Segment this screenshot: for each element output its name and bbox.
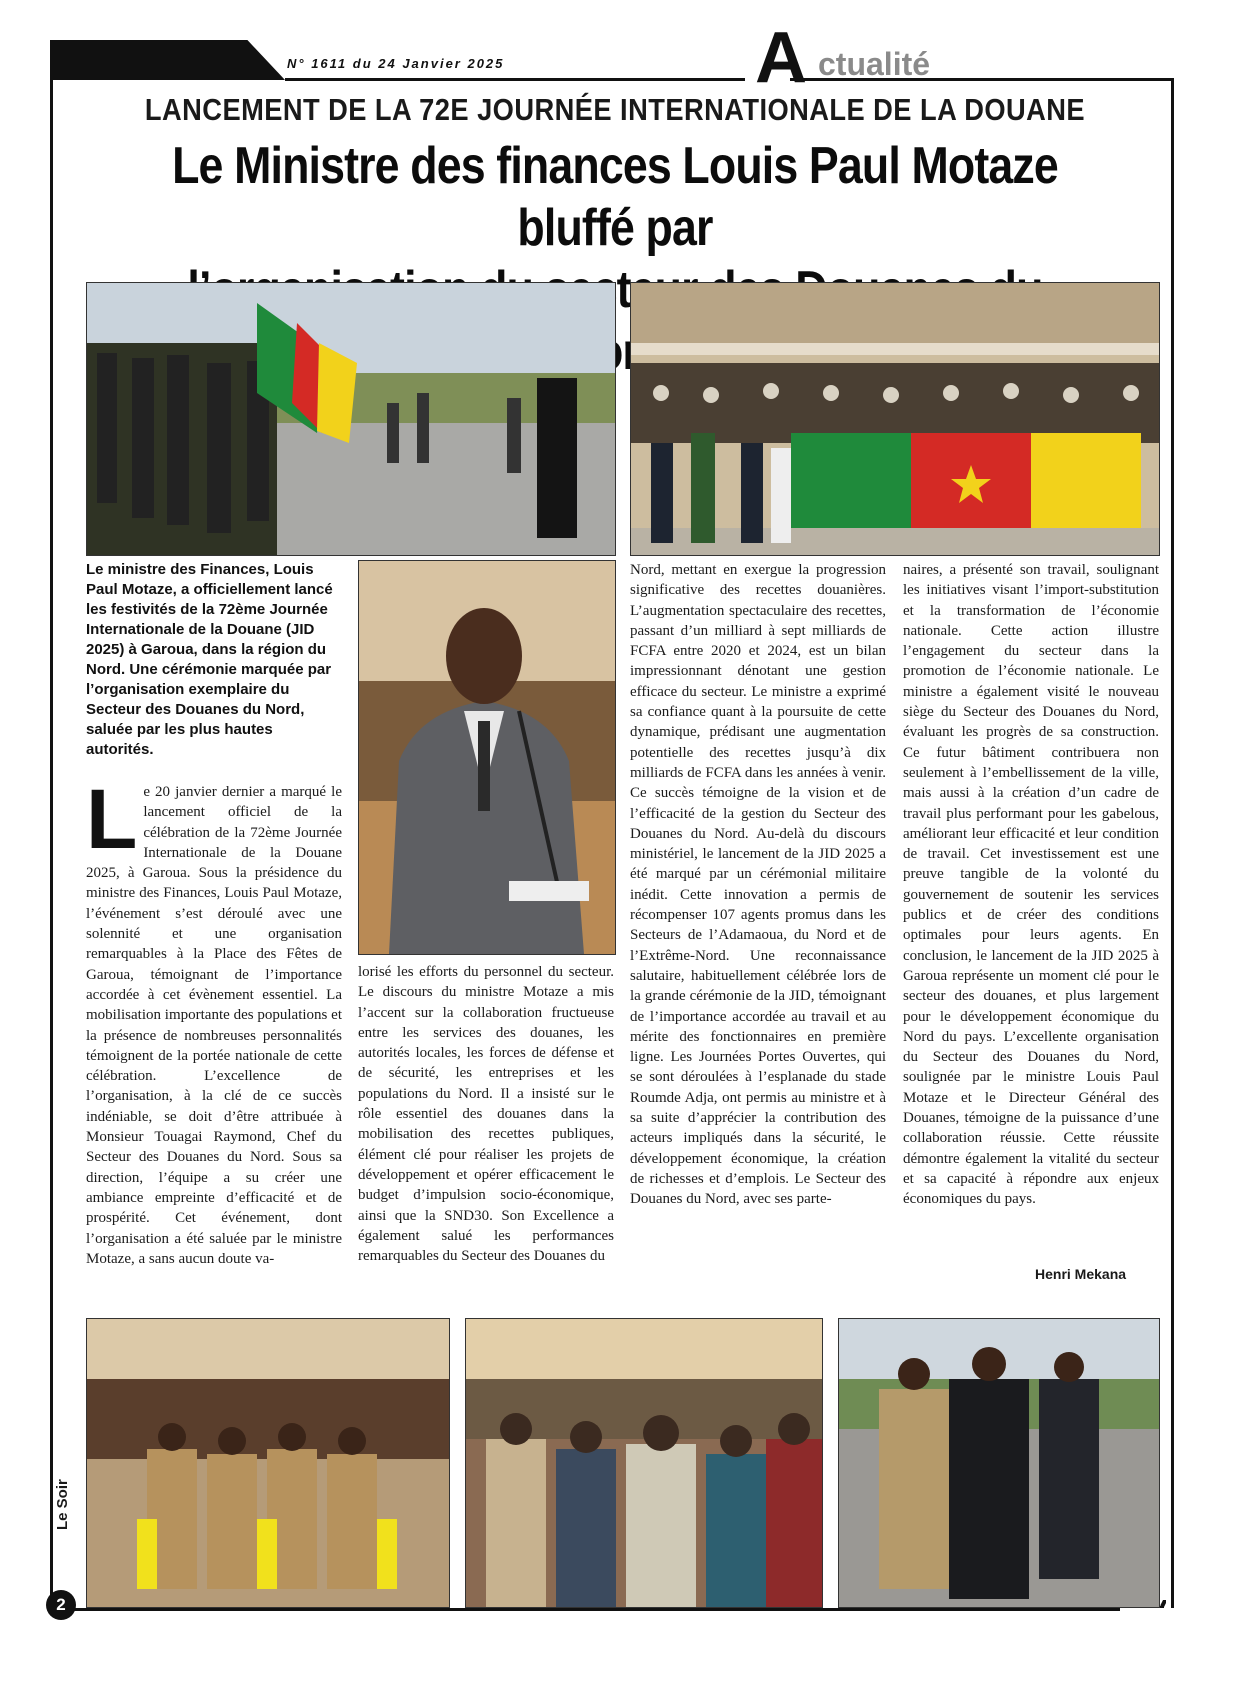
rubric-initial: A: [755, 18, 807, 98]
headline-line-1: Le Ministre des finances Louis Paul Motaze bluffé par: [172, 137, 1058, 257]
byline: Henri Mekana: [1035, 1266, 1127, 1282]
drop-cap: L: [86, 772, 138, 866]
header-corner-tab: [50, 40, 285, 80]
frame-right-rule: [1171, 78, 1174, 1608]
column-1-text: e 20 janvier dernier a marqué le lancement officiel de la célébration de la 72ème Journée Internationale de la Douane 2025, à Garoua. Sous la présidence du ministre des Finances, Louis Paul Motaze, l’événement s’est déroulé avec une solennité et une organisation remarquables à la Place des Fêtes de Garoua, témoignant de l’importance accordée à cet évènement essentiel. La mobilisation importante des populations et la présence de nombreuses personnalités témoignent de la portée nationale de cette célébration. L’excellence de l’organisation, à la clé de ce succès indéniable, se doit d’être attribuée à Monsieur Touagai Raymond, Chef du Secteur des Douanes du Nord. Sous sa direction, l’équipe a su créer une ambiance empreinte d’efficacité et de prospérité. Cet événement, dont l’organisation a été saluée par le ministre Motaze, a sans aucun doute va-: [86, 784, 342, 1267]
frame-left-rule: [50, 78, 53, 1608]
page-number: 2: [46, 1590, 76, 1620]
photo-decoration: [838, 1318, 1160, 1608]
frame-bottom-rule: [50, 1608, 1120, 1611]
photo-officers-seated: [86, 1318, 450, 1608]
article-kicker: LANCEMENT DE LA 72E JOURNÉE INTERNATIONALE DE LA DOUANE: [144, 92, 1086, 127]
rubric-label: ctualité: [818, 46, 931, 82]
photo-parade: [86, 282, 616, 556]
headline-line-2: secteur: [544, 261, 698, 319]
article-lead: Le ministre des Finances, Louis Paul Motaze, a officiellement lancé les festivités de la 72ème Journée Internationale de la Douane (JID 2025) à Garoua, dans la région du Nord. Une cérémonie marquée par l’organisation exemplaire du Secteur des Douanes du Nord, saluée par les plus hautes autorités.: [86, 561, 333, 758]
frame-top-rule: [285, 78, 745, 81]
photo-crowd: [465, 1318, 823, 1608]
article-column-4: naires, a présenté son travail, soulignant les initiatives visant l’import-substitution et la transformation de l’économie nationale. Cette action illustre l’engagement du secteur dans la promotion de l’économie nationale. Le ministre a également visité le nouveau siège du Secteur des Douanes du Nord, évaluant les progrès de sa construction. Ce futur bâtiment contribuera non seulement à l’embellissement de la ville, mais aussi à la création d’un cadre de travail plus performant pour les gabelous, améliorant leur efficacité et leur condition de travail. Cet investissement est une preuve tangible de la volonté du gouvernement de soutenir les services publics et de créer des conditions optimales pour leurs agents. En conclusion, le lancement de la JID 2025 à Garoua représente un moment clé pour le secteur des douanes, et plus largement pour le développement économique du Nord du pays. L’excellente organisation du Secteur des Douanes du Nord, soulignée par le ministre Louis Paul Motaze et le Directeur Général des Douanes, témoigne de la puissance d’une collaboration réussie. Cette réussite démontre également la vitalité du secteur et sa capacité à répondre aux enjeux économiques du pays.: [903, 562, 1159, 1208]
article-column-1: [86, 772, 342, 1269]
photo-minister: [358, 560, 616, 955]
issue-date: N° 1611 du 24 Janvier 2025: [287, 56, 505, 71]
article-column-3: Nord, mettant en exergue la progression significative des recettes douanières. L’augmentation spectaculaire des recettes, passant d’un milliard à sept milliards de FCFA entre 2020 et 2024, est un bilan impressionnant dénotant une gestion efficace du secteur. Le ministre a exprimé sa confiance quant à la poursuite de cette dynamique, prédisant une augmentation potentielle des recettes jusqu’à dix milliards de FCFA dans les années à venir. Ce succès témoigne de la vision et de l’efficacité de la gestion du Secteur des Douanes du Nord. Au-delà du discours ministériel, le lancement de la JID 2025 a été marqué par un cérémonial militaire inédit. Cette innovation a permis de récompenser 107 agents promus dans les Secteurs de l’Adamaoua, du Nord et de l’Extrême-Nord. Une reconnaissance salutaire, habituellement célébrée lors de la grande cérémonie de la JID, témoignant de l’importance accordée au travail et au mérite des fonctionnaires en première ligne. Les Journées Portes Ouvertes, qui se sont déroulées à l’esplanade du stade Roumde Adja, ont permis au ministre et à sa suite d’apprécier la contribution des acteurs impliqués dans la sécurité, le développement économique, la création de richesses et d’emplois. Le Secteur des Douanes du Nord, avec ses parte-: [630, 562, 886, 1208]
photo-tribune: [630, 282, 1160, 556]
publication-name: Le Soir: [54, 1479, 71, 1530]
article-column-2: lorisé les efforts du personnel du secteur. Le discours du ministre Motaze a mis l’accent sur la collaboration fructueuse entre les services des douanes, les autorités locales, les forces de défense et de sécurité, les entreprises et les populations du Nord. Il a insisté sur le rôle essentiel des douanes dans la mobilisation des recettes publiques, élément clé pour réaliser les projets de développement et opérer efficacement le budget d’impulsion socio-économique, ainsi que la SND30. Son Excellence a également salué les performances remarquables du Secteur des Douanes du: [358, 964, 614, 1265]
